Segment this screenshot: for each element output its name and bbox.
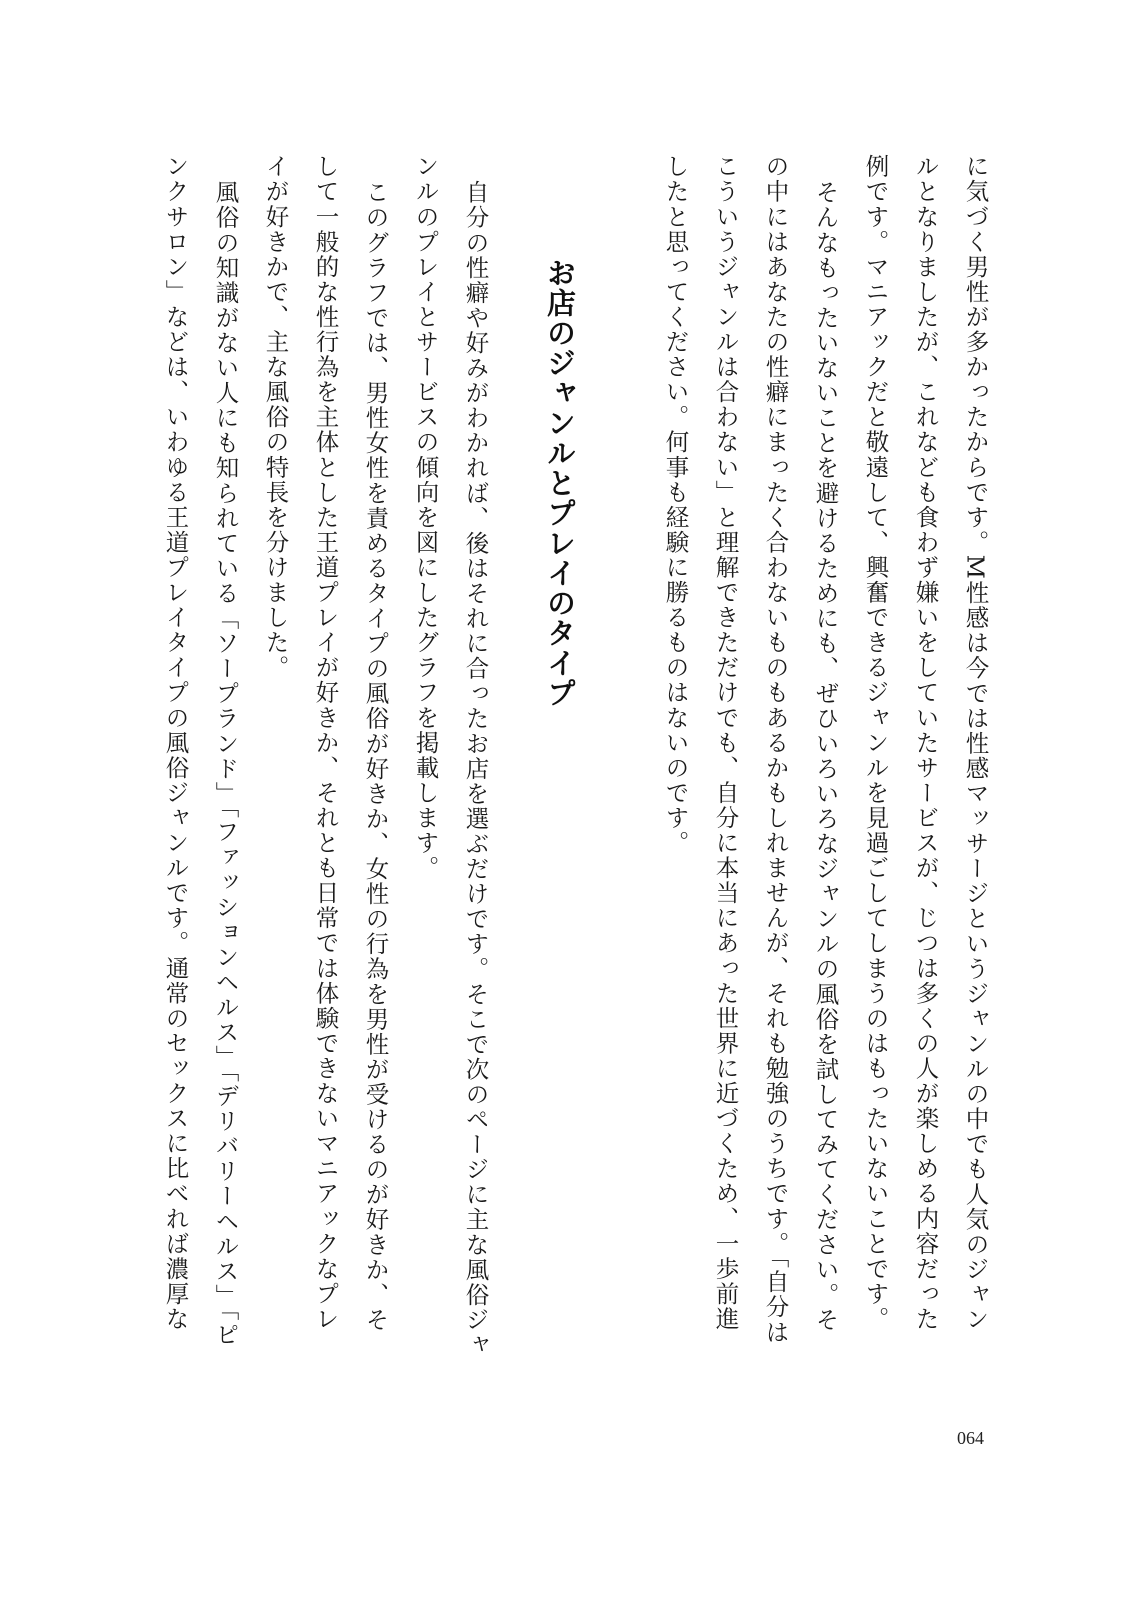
- body-text-line: ンルのプレイとサービスの傾向を図にしたグラフを掲載します。: [411, 154, 440, 881]
- body-text-line: 例です。マニアックだと敬遠して、興奮できるジャンルを見過ごしてしまうのはもったいないことです。: [861, 154, 890, 1332]
- body-text-line: ルとなりましたが、これなども食わず嫌いをしていたサービスが、じつは多くの人が楽しめる内容だった: [911, 154, 940, 1332]
- body-text-line: に気づく男性が多かったからです。M性感は今では性感マッサージというジャンルの中でも人気のジャン: [961, 154, 990, 1332]
- section-heading: お店のジャンルとプレイのタイプ: [543, 258, 577, 708]
- body-text-line: このグラフでは、男性女性を責めるタイプの風俗が好きか、女性の行為を男性が受けるのが好きか、そ: [361, 180, 390, 1333]
- body-text-line: 自分の性癖や好みがわかれば、後はそれに合ったお店を選ぶだけです。そこで次のページに主な風俗ジャ: [461, 180, 490, 1358]
- body-text-line: こういうジャンルは合わない」と理解できただけでも、自分に本当にあった世界に近づくため、一歩前進: [711, 154, 740, 1332]
- body-text-line: イが好きかで、主な風俗の特長を分けました。: [261, 154, 290, 681]
- body-text-line: そんなもったいないことを避けるためにも、ぜひいろいろなジャンルの風俗を試してみてください。そ: [811, 180, 840, 1333]
- body-text-line: の中にはあなたの性癖にまったく合わないものもあるかもしれませんが、それも勉強のうちです。「自分は: [761, 154, 790, 1345]
- body-text-line: して一般的な性行為を主体とした王道プレイが好きか、それとも日常では体験できないマニアックなプレ: [311, 154, 340, 1332]
- page-number: 064: [957, 1428, 984, 1448]
- body-text-line: 風俗の知識がない人にも知られている「ソープランド」「ファッションヘルス」「デリバリーヘルス」「ピ: [211, 180, 240, 1348]
- body-text-line: したと思ってください。何事も経験に勝るものはないのです。: [661, 154, 690, 856]
- body-text-line: ンクサロン」などは、いわゆる王道プレイタイプの風俗ジャンルです。通常のセックスに比べれば濃厚な: [161, 154, 190, 1332]
